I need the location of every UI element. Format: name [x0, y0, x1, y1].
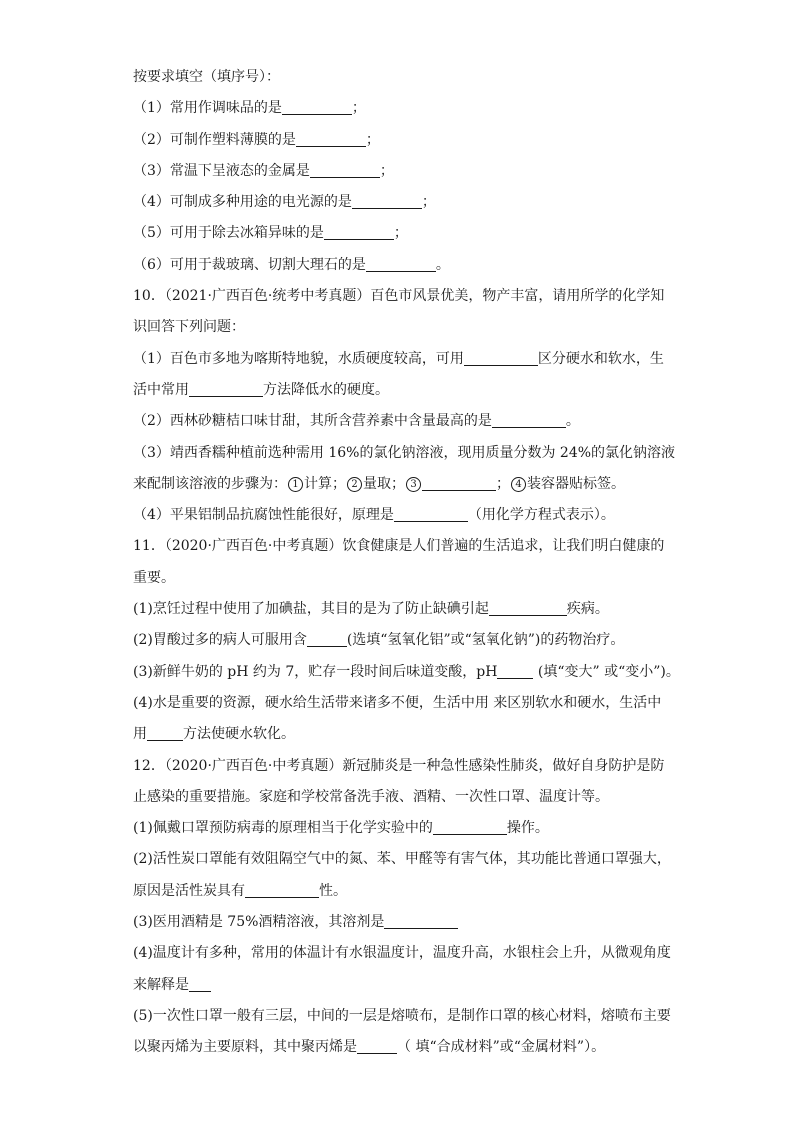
q12-header-line1: 12．（2020·广西百色·中考真题）新冠肺炎是一种急性感染性肺炎，做好自身防护是防 [133, 757, 665, 774]
answer-blank[interactable] [384, 914, 458, 929]
q11-part4-line1: (4)水是重要的资源，硬水给生活带来诸多不便，生活中用 来区别软水和硬水，生活中 [133, 694, 662, 711]
answer-blank[interactable] [189, 977, 211, 992]
q10-part1-line1: （1）百色市多地为喀斯特地貌，水质硬度较高，可用 区分硬水和软水，生 [133, 350, 664, 367]
q10-part3-line1: （3）靖西香糯种植前选种需用 16%的氯化钠溶液，现用质量分数为 24%的氯化钠溶液 [133, 444, 676, 461]
step-number-2: 2 [347, 477, 362, 492]
q12-part2-line2: 原因是活性炭具有 性。 [133, 882, 347, 899]
q12-part4-line1: (4)温度计有多种，常用的体温计有水银温度计，温度升高，水银柱会上升，从微观角度 [133, 945, 671, 962]
q11-part2: (2)胃酸过多的病人可服用含 (选填“氢氧化铝”或“氢氧化钠”)的药物治疗。 [133, 632, 625, 649]
answer-blank[interactable] [357, 1039, 397, 1054]
answer-blank[interactable] [147, 726, 183, 741]
question-content [133, 62, 680, 1064]
q11-part4-line2: 用 方法使硬水软化。 [133, 726, 295, 743]
q9-item-2: （2）可制作塑料薄膜的是 ； [133, 131, 380, 148]
answer-blank[interactable] [296, 132, 366, 147]
answer-blank[interactable] [464, 351, 538, 366]
q12-part3: (3)医用酒精是 75%酒精溶液，其溶剂是 [133, 907, 668, 938]
step-number-1: 1 [288, 477, 303, 492]
answer-blank[interactable] [366, 257, 436, 272]
answer-blank[interactable] [497, 664, 533, 679]
q10-part3-line2: 来配制该溶液的步骤为： 1 计算； 2 量取； 3 ； 4 装容器贴标签。 [133, 475, 625, 492]
q11-header-line1: 11．（2020·广西百色·中考真题）饮食健康是人们普遍的生活追求，让我们明白健康的 [133, 538, 665, 555]
q12-part2-line1: (2)活性炭口罩能有效阻隔空气中的氮、苯、甲醛等有害气体，其功能比普通口罩强大， [133, 851, 671, 868]
answer-blank[interactable] [422, 476, 496, 491]
q9-item-1: （1）常用作调味品的是 ； [133, 100, 366, 117]
q10-part4: （4）平果铝制品抗腐蚀性能很好，原理是 （用化学方程式表示）。 [133, 507, 615, 524]
answer-blank[interactable] [310, 163, 380, 178]
q9-item-3: （3）常温下呈液态的金属是 ； [133, 162, 394, 179]
q12-part1: (1)佩戴口罩预防病毒的原理相当于化学实验中的 操作。 [133, 820, 549, 837]
step-number-3: 3 [406, 477, 421, 492]
q11-part3: (3)新鲜牛奶的 pH 约为 7，贮存一段时间后味道变酸，pH (填“变大” 或“变小”)。 [133, 663, 680, 680]
q12-header-line2: 止感染的重要措施。家庭和学校常备洗手液、酒精、一次性口罩、温度计等。 [133, 788, 609, 805]
answer-blank[interactable] [307, 632, 347, 647]
answer-blank[interactable] [324, 225, 394, 240]
q12-part4-line2: 来解释是 [133, 970, 668, 1001]
q10-part1-line2: 活中常用 方法降低水的硬度。 [133, 381, 389, 398]
answer-blank[interactable] [433, 820, 507, 835]
answer-blank[interactable] [352, 194, 422, 209]
step-number-4: 4 [511, 477, 526, 492]
q9-item-5: （5）可用于除去冰箱异味的是 ； [133, 225, 408, 242]
q9-intro: 按要求填空（填序号）： [133, 69, 280, 85]
q12-part5-line2: 以聚丙烯为主要原料，其中聚丙烯是 （ 填“合成材料”或“金属材料”）。 [133, 1039, 606, 1056]
q12-part5-line1: (5)一次性口罩一般有三层，中间的一层是熔喷布，是制作口罩的核心材料，熔喷布主要 [133, 1007, 671, 1024]
answer-blank[interactable] [394, 507, 468, 522]
answer-blank[interactable] [282, 100, 352, 115]
answer-blank[interactable] [489, 601, 567, 616]
answer-blank[interactable] [189, 382, 263, 397]
q10-header-line2: 识回答下列问题： [133, 319, 245, 336]
answer-blank[interactable] [245, 883, 319, 898]
q9-item-6: （6）可用于裁玻璃、切割大理石的是 。 [133, 256, 450, 273]
q10-header-line1: 10．（2021·广西百色·统考中考真题）百色市风景优美，物产丰富，请用所学的化学知 [133, 288, 665, 305]
q11-header-line2: 重要。 [133, 569, 175, 586]
answer-blank[interactable] [492, 413, 566, 428]
q9-item-4: （4）可制成多种用途的电光源的是 ； [133, 194, 436, 211]
q10-part2: （2）西林砂糖桔口味甘甜，其所含营养素中含量最高的是 。 [133, 413, 580, 430]
q11-part1: (1)烹饪过程中使用了加碘盐，其目的是为了防止缺碘引起 疾病。 [133, 601, 609, 618]
